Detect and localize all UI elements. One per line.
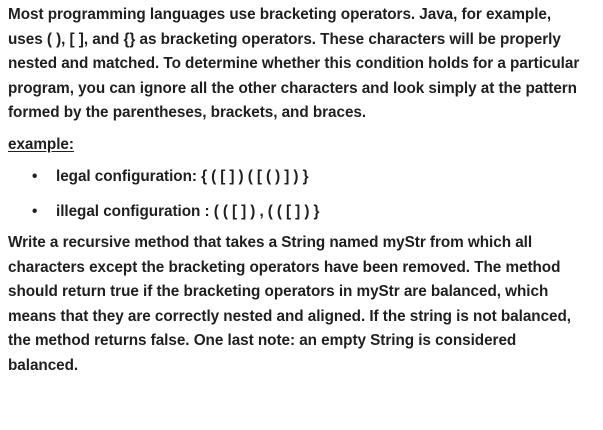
example-label: illegal configuration : bbox=[56, 202, 214, 220]
bullet-icon: • bbox=[32, 202, 38, 220]
intro-paragraph: Most programming languages use bracketing operators. Java, for example, uses ( ), [ ], and {} as bracketing operators. These characters will be properly nested and matched. To determine whether this condition holds for a particular program, you can ignore all the other characters and look simply at the pattern formed by the parentheses, brackets, and braces. bbox=[8, 6, 580, 122]
example-brackets: { ( [ ] ) ( [ ( ) ] ) } bbox=[201, 167, 309, 185]
bullet-icon: • bbox=[32, 167, 38, 185]
document bbox=[8, 3, 588, 379]
example-list bbox=[8, 165, 588, 223]
example-label: legal configuration: bbox=[56, 167, 202, 185]
example-heading: example: bbox=[8, 135, 74, 153]
example-brackets: ( ( [ ] ) , ( ( [ ] ) } bbox=[213, 202, 320, 220]
example-item-illegal bbox=[8, 200, 588, 223]
example-item-legal bbox=[8, 165, 588, 188]
task-paragraph: Write a recursive method that takes a String named myStr from which all characters except the bracketing operators have been removed. The method should return true if the bracketing operators in myStr are balanced, which means that they are correctly nested and aligned. If the string is not balanced, the method returns false. One last note: an empty String is considered balanced. bbox=[8, 233, 571, 374]
